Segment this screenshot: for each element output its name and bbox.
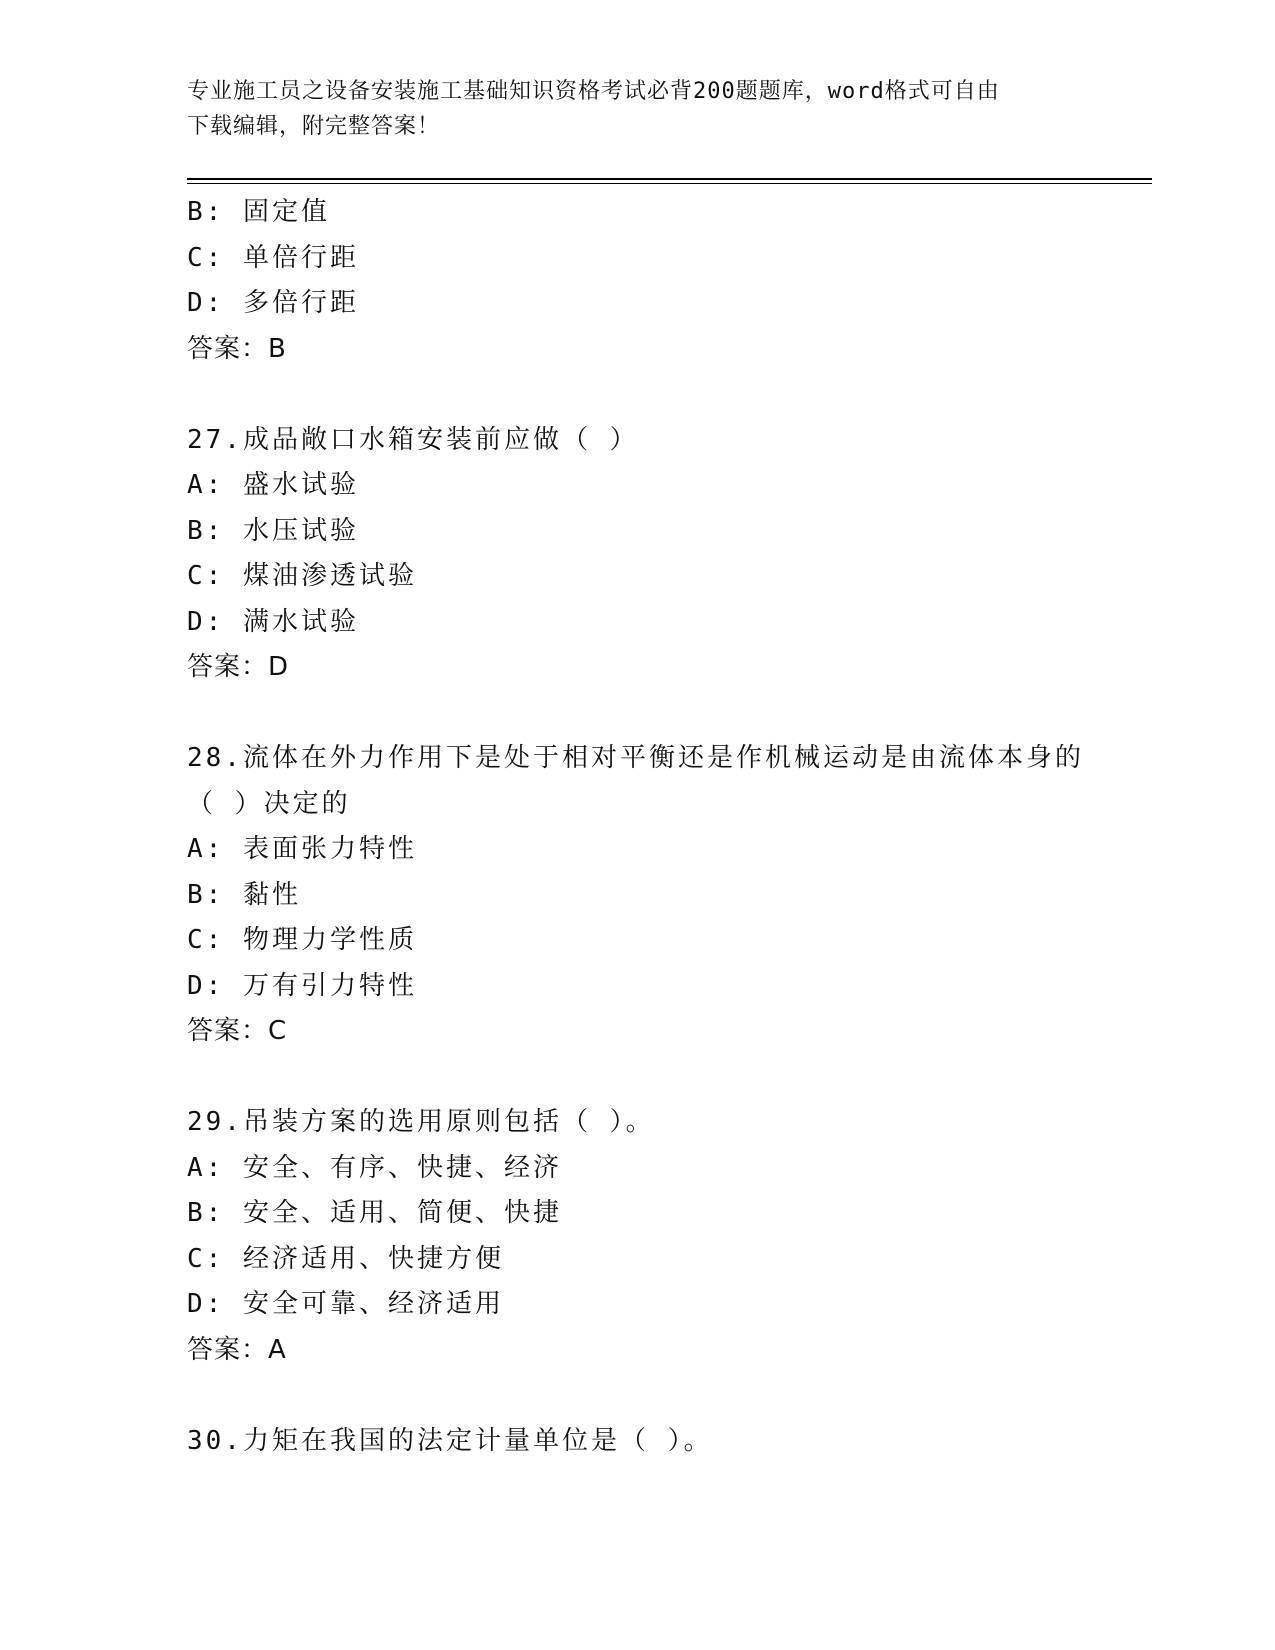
question-list (187, 190, 1107, 1464)
option-a: A: 盛水试验 (187, 470, 359, 500)
option-c: C: 经济适用、快捷方便 (187, 1243, 504, 1274)
answer-line: 答案：B (187, 333, 287, 364)
question-text: 30.力矩在我国的法定计量单位是（ ）。 (187, 1425, 713, 1456)
spacer (187, 372, 1107, 418)
question-block-26 (187, 190, 1107, 372)
question-text: 28.流体在外力作用下是处于相对平衡还是作机械运动是由流体本身的 (187, 743, 1084, 773)
spacer (187, 1373, 1107, 1419)
option-d: D: 万有引力特性 (187, 970, 417, 1001)
option-b: B: 黏性 (187, 879, 301, 910)
question-block-27 (187, 418, 1107, 691)
option-c: C: 物理力学性质 (187, 925, 417, 955)
option-d: D: 满水试验 (187, 606, 359, 637)
spacer (187, 691, 1107, 737)
answer-line: 答案：A (187, 1334, 287, 1365)
question-text: 29.吊装方案的选用原则包括（ ）。 (187, 1107, 655, 1137)
option-b: B: 水压试验 (187, 515, 359, 546)
spacer (187, 1055, 1107, 1101)
option-b: B: 安全、适用、简便、快捷 (187, 1198, 562, 1228)
answer-line: 答案：D (187, 652, 290, 682)
question-block-30 (187, 1419, 1107, 1465)
option-c: C: 单倍行距 (187, 242, 359, 273)
option-b: B: 固定值 (187, 197, 330, 227)
question-block-29 (187, 1100, 1107, 1373)
answer-line: 答案：C (187, 1016, 288, 1046)
document-header (187, 74, 1067, 144)
question-text-continued: （ ）决定的 (187, 788, 351, 819)
option-d: D: 多倍行距 (187, 288, 359, 318)
question-block-28 (187, 736, 1107, 1055)
header-rule-thick (187, 178, 1152, 180)
header-line-1: 专业施工员之设备安装施工基础知识资格考试必背200题题库，word格式可自由 (187, 79, 1000, 104)
header-rule-thin (187, 183, 1152, 184)
option-a: A: 表面张力特性 (187, 834, 417, 864)
question-text: 27.成品敞口水箱安装前应做（ ） (187, 424, 639, 455)
option-d: D: 安全可靠、经济适用 (187, 1289, 504, 1319)
option-a: A: 安全、有序、快捷、经济 (187, 1152, 562, 1183)
option-c: C: 煤油渗透试验 (187, 561, 417, 591)
header-line-2: 下载编辑，附完整答案！ (187, 114, 441, 139)
